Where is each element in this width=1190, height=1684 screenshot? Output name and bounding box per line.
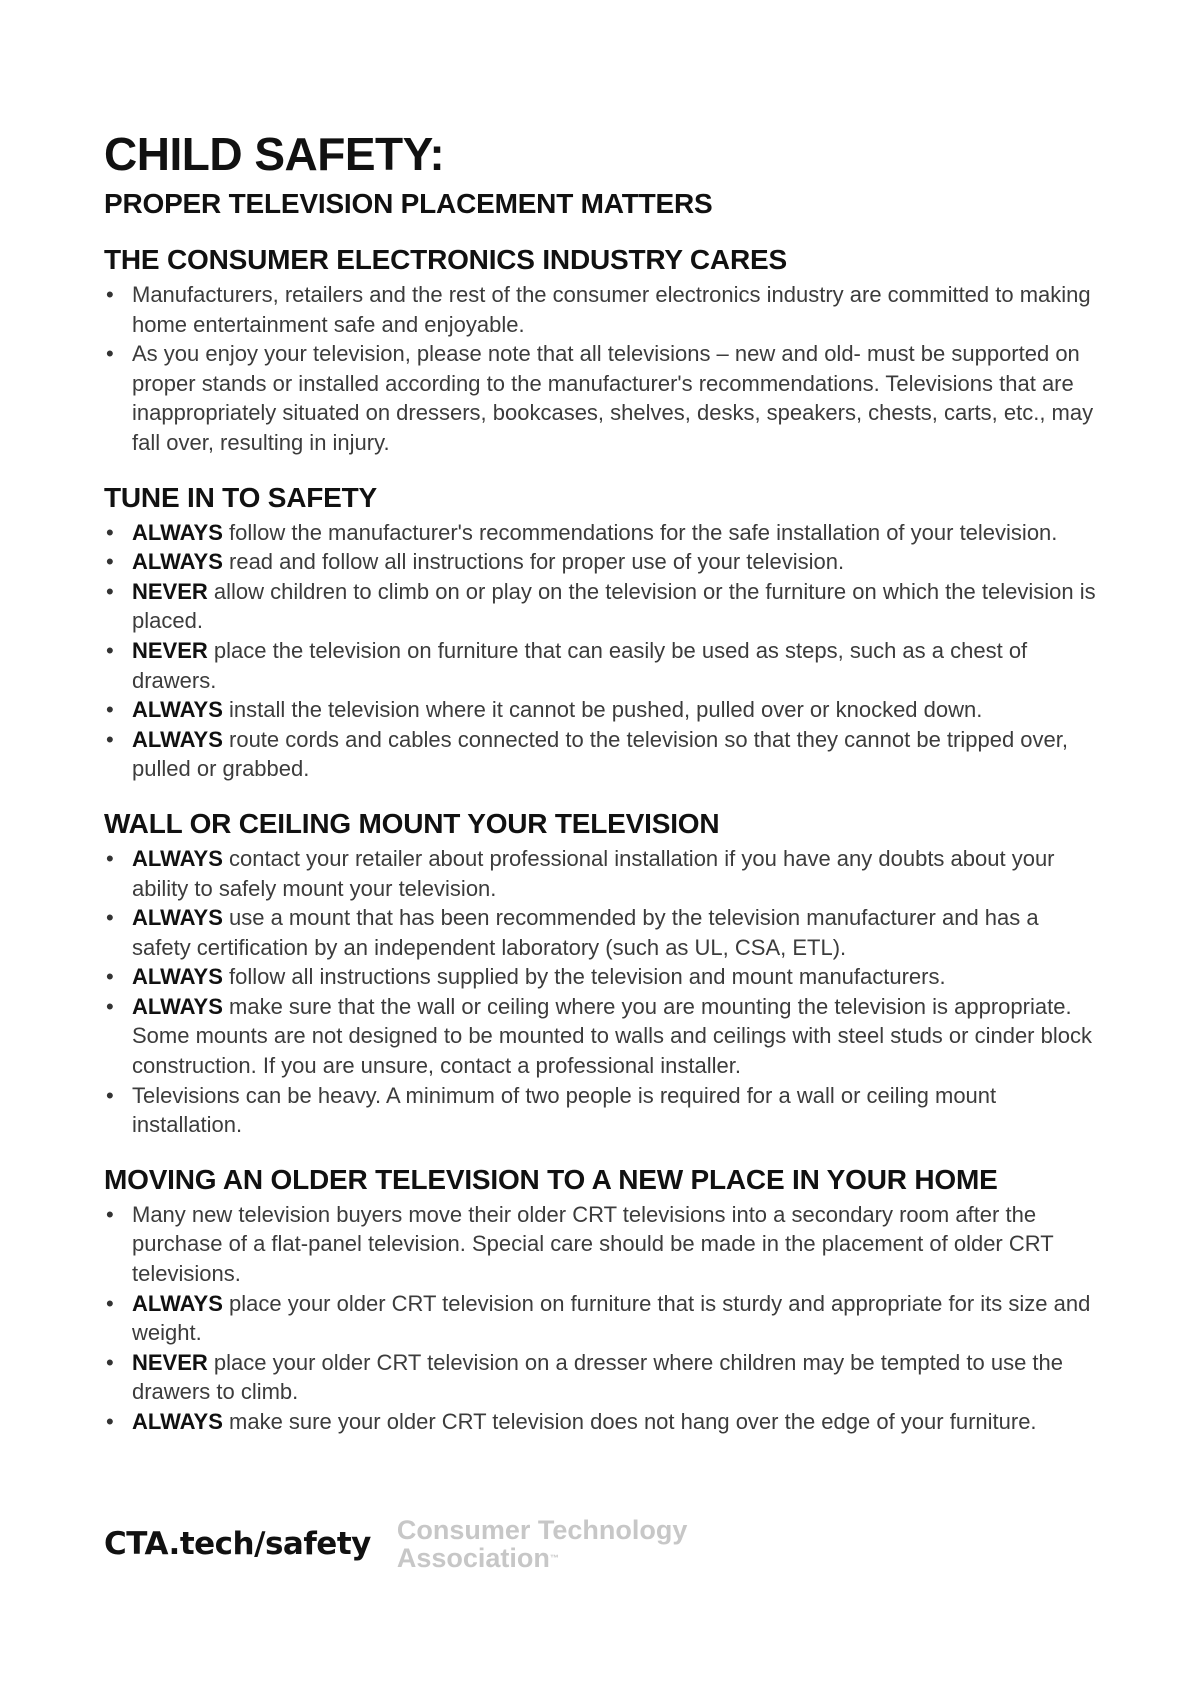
section (104, 242, 1100, 458)
bullet-icon: • (106, 519, 114, 545)
list-item (104, 844, 1100, 903)
list-item (104, 1200, 1100, 1289)
bullet-icon: • (106, 726, 114, 752)
item-text: As you enjoy your television, please note that all televisions – new and old- must be supported on proper stands or installed according to the manufacturer's recommendations. Televisions that are inappropriately situated on dressers, bookcases, shelves, desks, speakers, chests, carts, etc., may fall over, resulting in injury. (132, 341, 1094, 455)
section (104, 806, 1100, 1140)
bullet-icon: • (106, 282, 114, 307)
item-text: place your older CRT television on a dresser where children may be tempted to use the drawers to climb. (132, 1349, 1063, 1405)
sections-container (104, 242, 1100, 1437)
keyword: ALWAYS (132, 905, 223, 931)
keyword: ALWAYS (132, 1290, 223, 1316)
bullet-icon: • (106, 1290, 114, 1316)
safety-url-link[interactable]: CTA.tech/safety (104, 1526, 371, 1562)
keyword: ALWAYS (132, 845, 223, 871)
list-item (104, 1348, 1100, 1407)
section (104, 1162, 1100, 1437)
keyword: ALWAYS (132, 549, 223, 575)
bullet-icon: • (106, 1201, 114, 1227)
bullet-icon: • (106, 578, 114, 604)
item-text: install the television where it cannot be pushed, pulled over or knocked down. (222, 697, 983, 723)
bullet-list (104, 280, 1100, 458)
bullet-icon: • (106, 341, 114, 367)
footer (104, 1516, 687, 1572)
keyword: ALWAYS (132, 519, 223, 545)
list-item (104, 280, 1100, 339)
bullet-icon: • (106, 549, 114, 575)
bullet-icon: • (106, 964, 114, 990)
list-item (104, 1289, 1100, 1348)
keyword: ALWAYS (132, 726, 223, 752)
item-text: route cords and cables connected to the television so that they cannot be tripped over, pulled or grabbed. (132, 726, 1068, 782)
bullet-icon: • (106, 993, 114, 1019)
bullet-icon: • (106, 637, 114, 663)
bullet-icon: • (106, 1409, 114, 1434)
keyword: NEVER (132, 637, 208, 663)
bullet-list (104, 518, 1100, 784)
cta-logo (397, 1516, 688, 1572)
keyword: ALWAYS (132, 697, 223, 723)
section-heading: MOVING AN OLDER TELEVISION TO A NEW PLACE IN YOUR HOME (104, 1163, 998, 1195)
item-text: place the television on furniture that can easily be used as steps, such as a chest of drawers. (132, 637, 1028, 693)
logo-line-1: Consumer Technology (396, 1515, 688, 1545)
section-heading: THE CONSUMER ELECTRONICS INDUSTRY CARES (104, 244, 787, 275)
bullet-icon: • (106, 1349, 114, 1375)
list-item (104, 962, 1100, 992)
section-heading: WALL OR CEILING MOUNT YOUR TELEVISION (104, 807, 720, 839)
list-item (104, 577, 1100, 636)
item-text: contact your retailer about professional installation if you have any doubts about your ability to safely mount your television. (132, 845, 1055, 901)
item-text: Manufacturers, retailers and the rest of the consumer electronics industry are committed to making home entertainment safe and enjoyable. (132, 282, 1091, 337)
bullet-icon: • (106, 1082, 114, 1108)
item-text: allow children to climb on or play on the television or the furniture on which the television is placed. (132, 578, 1096, 634)
list-item (104, 903, 1100, 962)
list-item (104, 339, 1100, 457)
bullet-icon: • (106, 905, 114, 931)
keyword: ALWAYS (132, 993, 223, 1019)
item-text: Many new television buyers move their older CRT televisions into a secondary room after the purchase of a flat-panel television. Special care should be made in the placement of older CRT televisions. (132, 1201, 1054, 1287)
list-item (104, 1081, 1100, 1140)
logo-line-2: Association™ (396, 1543, 559, 1573)
section-heading: TUNE IN TO SAFETY (104, 481, 377, 513)
bullet-list (104, 844, 1100, 1140)
item-text: make sure that the wall or ceiling where you are mounting the television is appropriate. Some mounts are not designed to be mounted to walls and ceilings with steel studs or cinder block construction. If you are unsure, contact a professional installer. (132, 993, 1092, 1079)
list-item (104, 547, 1100, 577)
item-text: use a mount that has been recommended by the television manufacturer and has a safety certification by an independent laboratory (such as UL, CSA, ETL). (132, 905, 1039, 960)
page-title: CHILD SAFETY: (104, 128, 445, 180)
bullet-icon: • (106, 697, 114, 723)
item-text: place your older CRT television on furniture that is sturdy and appropriate for its size and weight. (132, 1290, 1091, 1346)
list-item (104, 518, 1100, 548)
item-text: follow the manufacturer's recommendations for the safe installation of your television. (222, 519, 1058, 545)
bullet-icon: • (106, 845, 114, 871)
keyword: ALWAYS (132, 1409, 223, 1434)
keyword: NEVER (132, 1349, 208, 1375)
list-item (104, 1407, 1100, 1437)
item-text: Televisions can be heavy. A minimum of two people is required for a wall or ceiling mount installation. (132, 1082, 997, 1138)
keyword: ALWAYS (132, 964, 223, 990)
section (104, 480, 1100, 784)
list-item (104, 992, 1100, 1081)
list-item (104, 725, 1100, 784)
item-text: make sure your older CRT television does not hang over the edge of your furniture. (222, 1409, 1037, 1434)
keyword: NEVER (132, 578, 208, 604)
bullet-list (104, 1200, 1100, 1437)
list-item (104, 636, 1100, 695)
item-text: read and follow all instructions for proper use of your television. (222, 549, 845, 575)
item-text: follow all instructions supplied by the television and mount manufacturers. (222, 964, 946, 990)
list-item (104, 695, 1100, 725)
page-subtitle: PROPER TELEVISION PLACEMENT MATTERS (104, 188, 713, 219)
